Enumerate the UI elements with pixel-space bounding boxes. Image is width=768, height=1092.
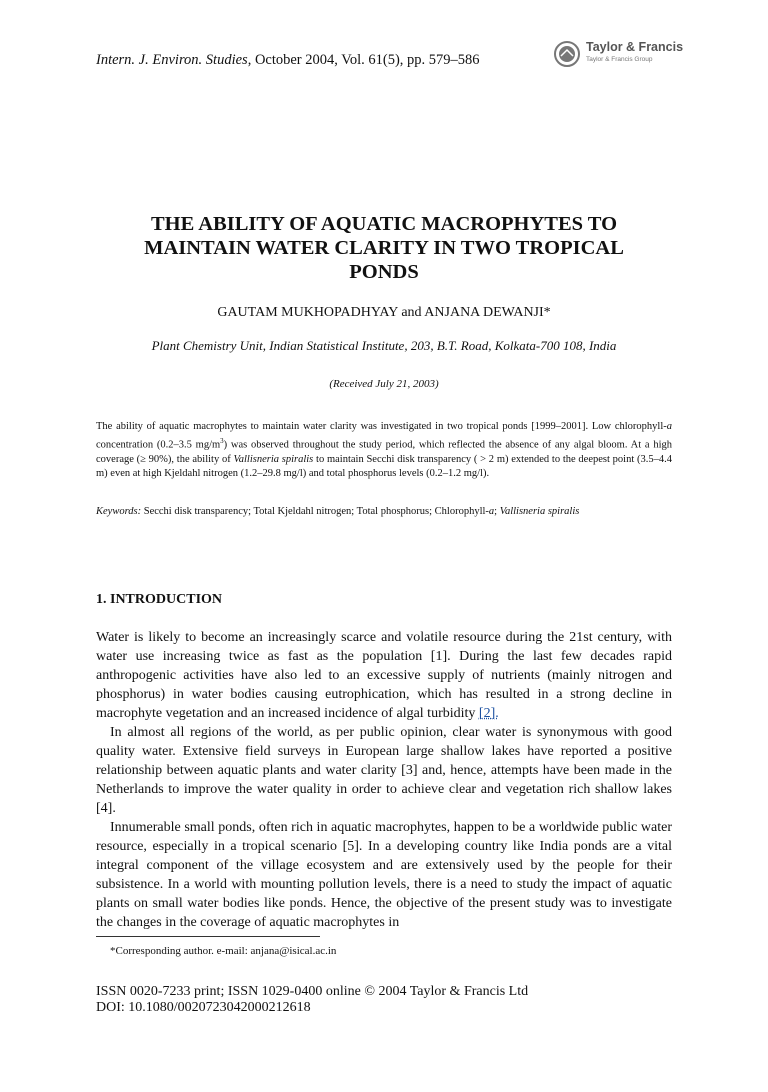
abstract-italic: Vallisneria spiralis <box>233 453 314 465</box>
received-date: (Received July 21, 2003) <box>329 378 439 390</box>
paragraph <box>96 628 672 723</box>
keywords-italic: Vallisneria spiralis <box>499 506 580 517</box>
abstract-italic: a <box>666 421 672 432</box>
abstract-superscript: 3 <box>220 437 224 445</box>
title-line: THE ABILITY OF AQUATIC MACROPHYTES TO <box>150 213 618 235</box>
footnote: *Corresponding author. e-mail: anjana@isical.ac.in <box>110 945 337 957</box>
paragraph: Innumerable small ponds, often rich in aquatic macrophytes, happen to be a worldwide public water resource, especially in a tropical scenario [5]. In a developing country like India ponds are a vital integral component of the village ecosystem and are extensively used by the people for their subsistence. In a world with mounting pollution levels, there is a need to study the impact of aquatic plants on small water bodies like ponds. Hence, the objective of the present study was to investigate the changes in the coverage of aquatic macrophytes in <box>96 820 672 930</box>
title-line: MAINTAIN WATER CLARITY IN TWO TROPICAL <box>144 237 624 259</box>
paper-title <box>96 212 672 284</box>
journal-citation <box>96 52 480 69</box>
affiliation: Plant Chemistry Unit, Indian Statistical Institute, 203, B.T. Road, Kolkata-700 108, India <box>151 338 617 353</box>
keywords-separator: ; <box>494 506 500 517</box>
footnote-divider <box>96 936 320 937</box>
keywords-text: Secchi disk transparency; Total Kjeldahl nitrogen; Total phosphorus; Chlorophyll- <box>141 506 489 517</box>
abstract-text: The ability of aquatic macrophytes to maintain water clarity was investigated in two tropical ponds [1999–2001]. Low chlorophyll- <box>96 421 667 432</box>
journal-name: Intern. J. Environ. Studies <box>96 52 248 68</box>
abstract-text: to maintain Secchi disk transparency ( > 2 m) extended to the deepest point (3.5–4.4 m) even at high Kjeldahl nitrogen (1.2–29.8 mg/l) and total phosphorus levels (0.2–1.2 mg/l). <box>96 453 673 479</box>
authors: GAUTAM MUKHOPADHYAY and ANJANA DEWANJI* <box>217 305 551 320</box>
reference-link[interactable]: [2]. <box>478 706 499 721</box>
keywords <box>96 505 672 519</box>
doi-line: DOI: 10.1080/0020723042000212618 <box>96 1000 311 1015</box>
journal-issue: , October 2004, Vol. 61(5), pp. 579–586 <box>247 52 480 68</box>
abstract-text: concentration (0.2–3.5 mg/m <box>96 439 221 451</box>
section-heading: 1. INTRODUCTION <box>96 592 223 607</box>
issn-line: ISSN 0020-7233 print; ISSN 1029-0400 online © 2004 Taylor & Francis Ltd <box>96 984 529 999</box>
keywords-italic: a <box>488 506 495 517</box>
publisher-group: Taylor & Francis Group <box>586 56 653 63</box>
paragraph: In almost all regions of the world, as per public opinion, clear water is synonymous with good quality water. Extensive field surveys in European large shallow lakes have reported a positive relationship between aquatic plants and water clarity [3] and, hence, attempts have been made in the Netherlands to improve the water quality in order to achieve clear and vegetation rich shallow lakes [4]. <box>96 725 672 816</box>
publication-info <box>96 984 528 1016</box>
title-line: PONDS <box>349 261 419 283</box>
introduction-body <box>96 628 672 932</box>
publisher-name: Taylor & Francis <box>586 40 684 54</box>
keywords-label: Keywords: <box>96 506 142 517</box>
publisher-logo-icon <box>553 40 581 68</box>
abstract <box>96 420 672 481</box>
publisher-logo <box>553 40 683 70</box>
paragraph-text: Water is likely to become an increasingly scarce and volatile resource during the 21st century, with water use increasing twice as fast as the population [1]. During the last few decades rapid anthropogenic activities have also led to an excessive supply of nutrients (mainly nitrogen and phosphorus) in water bodies causing eutrophication, which has resulted in a strong decline in macrophyte vegetation and an increased incidence of algal turbidity <box>96 630 672 721</box>
abstract-text: ) was observed throughout the study period, which reflected the absence of any algal bloom. At a high coverage (≥ 90%), the ability of <box>96 439 672 465</box>
